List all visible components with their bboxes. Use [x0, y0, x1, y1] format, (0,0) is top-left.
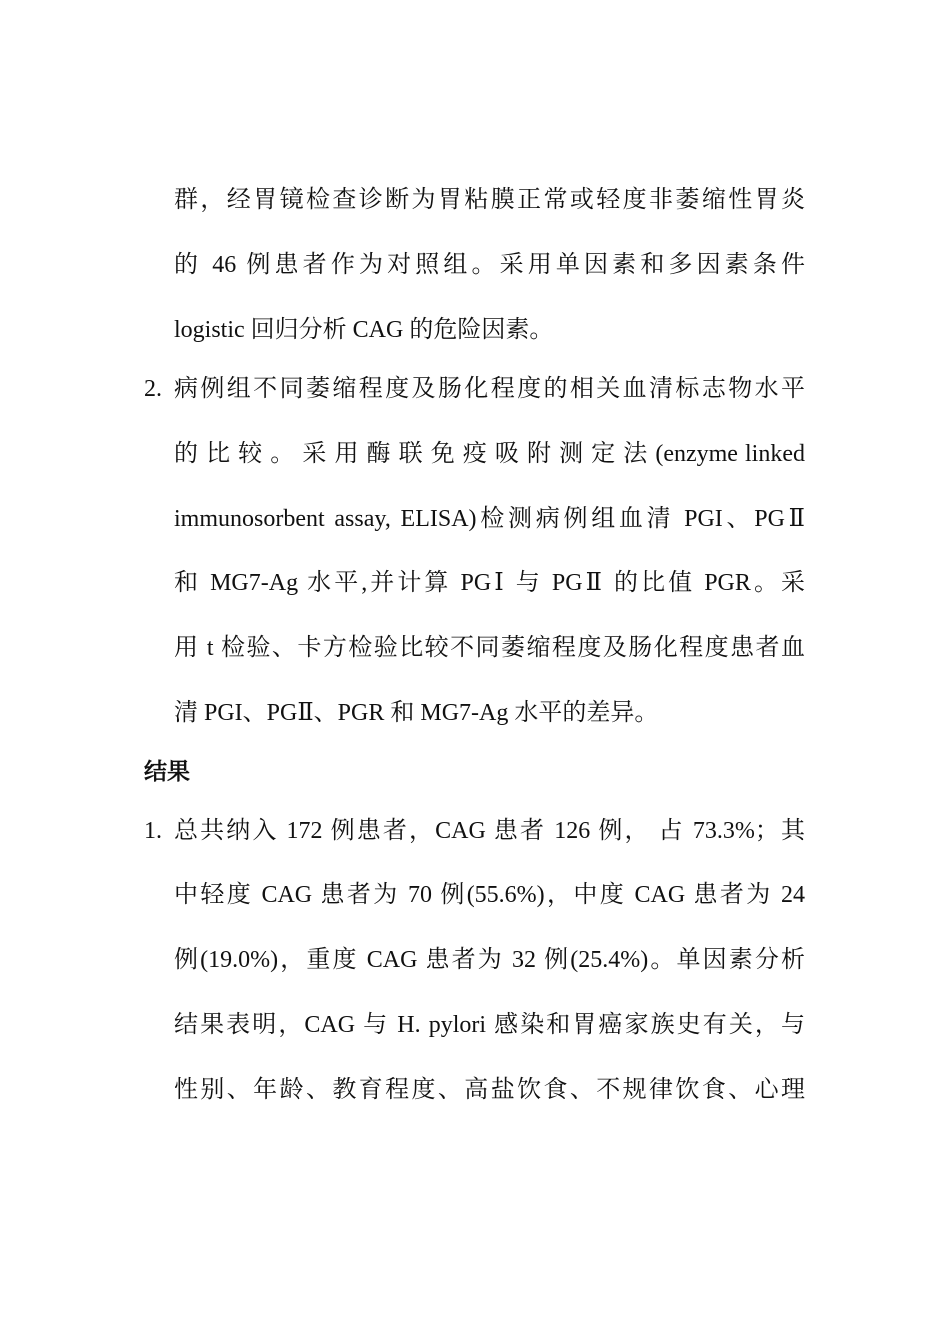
- text-line: 的 46 例患者作为对照组。采用单因素和多因素条件: [174, 252, 805, 278]
- text-line: 的 比 较 。 采 用 酶 联 免 疫 吸 附 测 定 法 (enzyme linked: [174, 441, 805, 467]
- text-line: 用 t 检验、卡方检验比较不同萎缩程度及肠化程度患者血: [174, 635, 805, 661]
- list-number: 2.: [144, 376, 162, 402]
- text-line: 例(19.0%)，重度 CAG 患者为 32 例(25.4%)。单因素分析: [174, 947, 805, 973]
- text-line: 总共纳入 172 例患者，CAG 患者 126 例， 占 73.3%；其: [174, 818, 805, 844]
- text-line: 结果表明，CAG 与 H. pylori 感染和胃癌家族史有关，与: [174, 1012, 805, 1038]
- text-line: 病例组不同萎缩程度及肠化程度的相关血清标志物水平: [174, 376, 805, 402]
- text-line: 清 PGI、PGⅡ、PGR 和 MG7-Ag 水平的差异。: [174, 700, 659, 726]
- text-line: logistic 回归分析 CAG 的危险因素。: [174, 317, 554, 343]
- text-line: 中轻度 CAG 患者为 70 例(55.6%)，中度 CAG 患者为 24: [174, 882, 805, 908]
- list-number: 1.: [144, 818, 162, 844]
- text-line: 性别、年龄、教育程度、高盐饮食、不规律饮食、心理: [174, 1077, 805, 1103]
- text-line: 和 MG7-Ag 水平,并计算 PGⅠ 与 PGⅡ 的比值 PGR。采: [174, 570, 805, 596]
- results-heading: 结果: [144, 759, 190, 785]
- text-line: 群，经胃镜检查诊断为胃粘膜正常或轻度非萎缩性胃炎: [174, 187, 805, 213]
- text-line: immunosorbent assay, ELISA)检测病例组血清 PGI、PGⅡ: [174, 506, 805, 532]
